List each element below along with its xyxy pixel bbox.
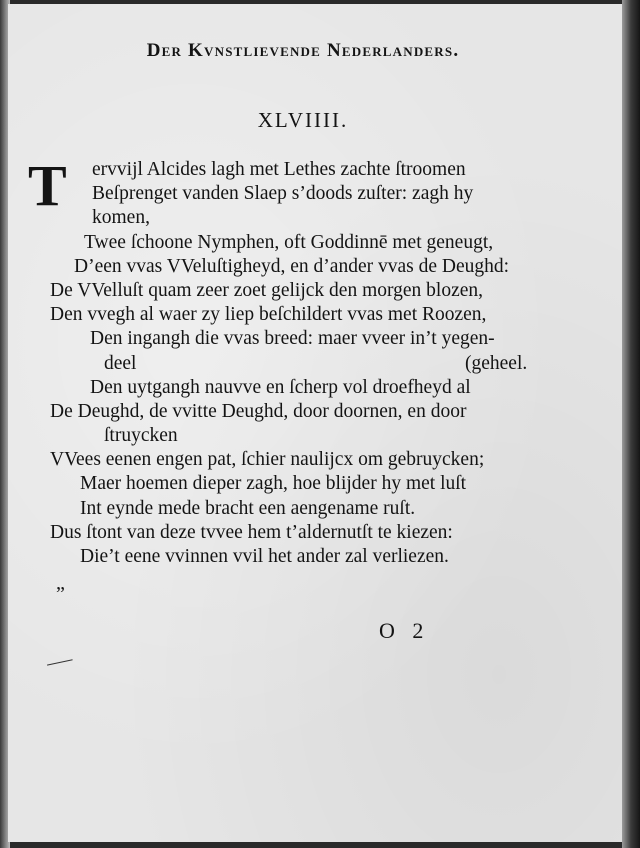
poem-line-left: deel — [104, 352, 137, 374]
poem-line: VVees eenen engen pat, ſchier naulijcx om gebruycken; — [50, 449, 485, 471]
book-right-edge — [622, 0, 640, 848]
poem-line: Beſprenget vanden Slaep s’doods zuſter: zagh hy — [92, 183, 474, 205]
poem-line-turnover: (geheel. — [465, 352, 528, 374]
poem-line: De VVelluſt quam zeer zoet gelijck den morgen blozen, — [50, 279, 484, 301]
poem-number: XLVIIII. — [257, 108, 349, 132]
poem-line: Die’t eene vvinnen vvil het ander zal verliezen. — [80, 546, 449, 567]
poem-line-split — [50, 352, 570, 376]
poem-line: Dus ſtont van deze tvvee hem t’aldernutſt te kiezen: — [50, 521, 453, 543]
poem-line: Den uytgangh nauvve en ſcherp vol droefheyd al — [90, 376, 471, 398]
poem-text — [50, 158, 570, 569]
poem-line: D’een vvas VVeluſtigheyd, en d’ander vvas de Deughd: — [74, 255, 510, 277]
poem-line: Maer hoemen dieper zagh, hoe blijder hy met luſt — [80, 473, 467, 495]
poem-line: ſtruycken — [104, 425, 178, 447]
ink-stroke — [45, 651, 72, 665]
poem-line: Den ingangh die vvas breed: maer vveer in’t yegen- — [90, 328, 495, 350]
poem-line: Int eynde mede bracht een aengename ruſt. — [80, 497, 416, 519]
poem-line: Den vvegh al waer zy liep beſchildert vvas met Roozen, — [50, 304, 487, 326]
running-head: Der Kvnstlievende Nederlanders. — [146, 40, 460, 61]
signature-mark: O 2 — [379, 618, 430, 643]
book-page — [8, 4, 622, 842]
quotation-mark: „ — [56, 572, 65, 594]
poem-line: ervvijl Alcides lagh met Lethes zachte ſtroomen — [92, 159, 466, 180]
poem-line: Twee ſchoone Nymphen, oft Goddinnē met geneugt, — [84, 231, 494, 253]
drop-cap: T — [28, 153, 67, 218]
poem-line: De Deughd, de vvitte Deughd, door doornen, en door — [50, 400, 467, 422]
poem-line: komen, — [92, 207, 150, 229]
